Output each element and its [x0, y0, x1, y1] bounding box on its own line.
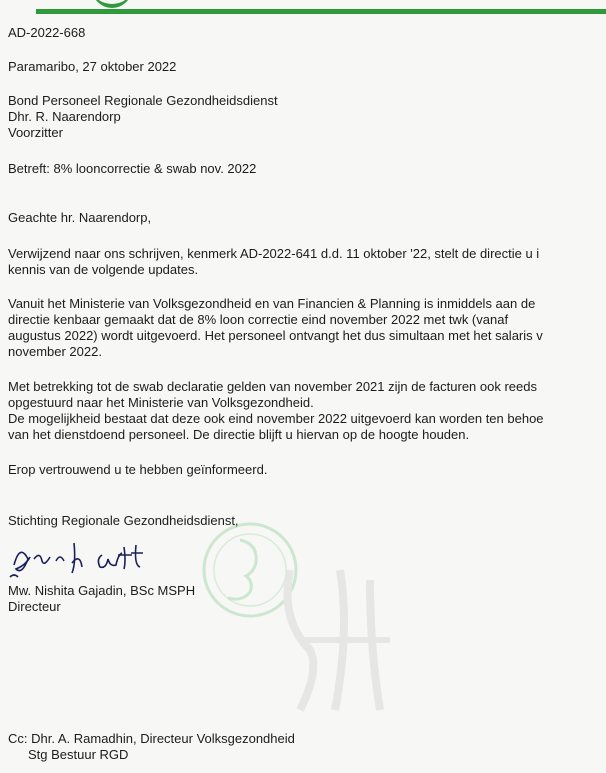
header-dot: [56, 10, 60, 14]
salutation: Geachte hr. Naarendorp,: [8, 210, 152, 225]
paragraph-line: directie kenbaar gemaakt dat de 8% loon correctie eind november 2022 met twk (vanaf: [8, 312, 509, 327]
reference-number: AD-2022-668: [8, 25, 86, 40]
subject-line: Betreft: 8% looncorrectie & swab nov. 2022: [8, 161, 257, 176]
logo-arc: [92, 0, 132, 8]
paragraph-line: opgestuurd naar het Ministerie van Volksgezondheid.: [8, 395, 314, 410]
paragraph-line: Vanuit het Ministerie van Volksgezondheid en van Financien & Planning is inmiddels aan de: [8, 296, 536, 311]
paragraph-line: augustus 2022) wordt uitgevoerd. Het personeel ontvangt het dus simultaan met het salaris v: [8, 328, 543, 343]
paragraph-line: De mogelijkheid bestaat dat deze ook eind november 2022 uitgevoerd kan worden ten behoe: [8, 411, 544, 426]
paragraph-line: kennis van de volgende updates.: [8, 262, 199, 277]
closing-line: Erop vertrouwend u te hebben geïnformeerd.: [8, 462, 268, 477]
paragraph-line: van het dienstdoend personeel. De directie blijft u hiervan op de hoogte houden.: [8, 427, 470, 442]
place-date: Paramaribo, 27 oktober 2022: [8, 59, 177, 74]
addressee-line: Bond Personeel Regionale Gezondheidsdienst: [8, 93, 278, 108]
letterhead-bar: [0, 0, 606, 18]
signatory-title: Directeur: [8, 599, 61, 614]
addressee-line: Dhr. R. Naarendorp: [8, 109, 121, 124]
handwritten-signature: [6, 535, 176, 585]
organization-name: Stichting Regionale Gezondheidsdienst,: [8, 513, 239, 528]
stamp-watermark: [190, 520, 430, 730]
addressee-line: Voorzitter: [8, 125, 63, 140]
cc-line: Stg Bestuur RGD: [28, 747, 129, 762]
green-header-stripe: [36, 9, 606, 14]
paragraph-line: Verwijzend naar ons schrijven, kenmerk AD-2022-641 d.d. 11 oktober '22, stelt de directie u i: [8, 246, 540, 261]
cc-line: Cc: Dhr. A. Ramadhin, Directeur Volksgezondheid: [8, 731, 295, 746]
paragraph-line: Met betrekking tot de swab declaratie gelden van november 2021 zijn de facturen ook reeds: [8, 379, 537, 394]
signatory-name: Mw. Nishita Gajadin, BSc MSPH: [8, 583, 196, 598]
paragraph-line: november 2022.: [8, 344, 102, 359]
